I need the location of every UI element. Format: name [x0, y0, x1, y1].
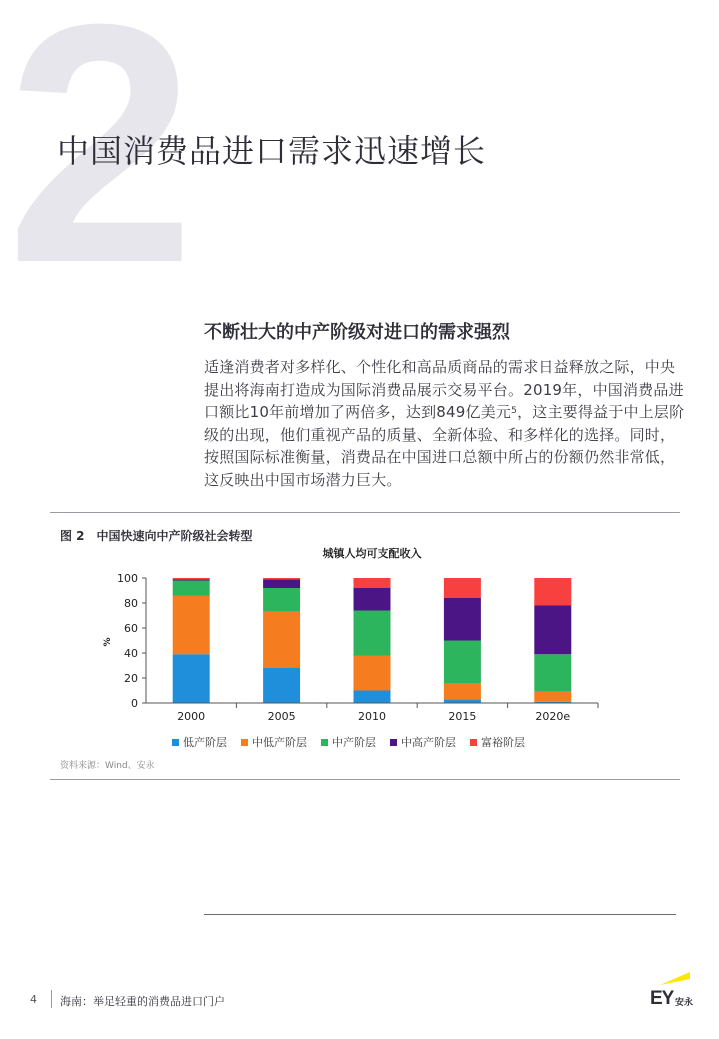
legend-label: 中高产阶层 [401, 736, 456, 749]
section-number-watermark: 2 [6, 0, 186, 334]
figure-bottom-divider [50, 779, 680, 780]
chart-title: 城镇人均可支配收入 [322, 547, 422, 560]
legend-swatch [241, 739, 248, 746]
bar-segment [534, 654, 571, 692]
legend-label: 中低产阶层 [252, 736, 307, 749]
bar-segment [354, 611, 391, 656]
bar-segment [444, 683, 481, 699]
bar-segment [263, 588, 300, 612]
bar-segment [444, 641, 481, 684]
bar-segment [534, 692, 571, 702]
legend-item [172, 734, 227, 750]
bar-segment [173, 581, 210, 596]
ey-beam-icon [646, 968, 696, 988]
bar-segment [444, 598, 481, 641]
bar-segment [263, 612, 300, 668]
logo-ey-text: EY [650, 988, 674, 1009]
figure-source: 资料来源：Wind、安永 [60, 761, 155, 771]
bar-segment [534, 578, 571, 606]
footer-doc-title: 海南：举足轻重的消费品进口门户 [60, 995, 225, 1008]
bar-segment [173, 596, 210, 655]
ey-logo [646, 968, 696, 1008]
legend-swatch [470, 739, 477, 746]
section-title: 中国消费品进口需求迅速增长 [57, 132, 487, 170]
legend-swatch [390, 739, 397, 746]
legend-item [241, 734, 307, 750]
x-tick-label: 2020e [535, 710, 571, 723]
body-text-part-1: 适逢消费者对多样化、个性化和高品质商品的需求日益释放之际，中央提出将海南打造成为国际消费品展示交易平台。2019年，中国消费品进口额比10年前增加了两倍多，达到849亿美元 [204, 358, 684, 422]
bar-segment [354, 578, 391, 588]
bar-segment [263, 668, 300, 703]
legend-item [321, 734, 376, 750]
bar-segment [354, 588, 391, 611]
page-number: 4 [30, 993, 37, 1006]
footnote-ref[interactable]: 5 [511, 406, 518, 417]
y-axis-label: % [103, 637, 113, 647]
legend-item [390, 734, 456, 750]
y-tick-label: 0 [131, 697, 138, 710]
bar-segment [354, 656, 391, 691]
y-tick-label: 40 [124, 647, 138, 660]
bar-segment [263, 579, 300, 588]
body-paragraph [204, 356, 688, 492]
bar-segment [444, 699, 481, 703]
chart-legend [172, 734, 525, 750]
logo-cn-text: 安永 [675, 998, 694, 1008]
y-tick-label: 80 [124, 597, 138, 610]
x-tick-label: 2000 [177, 710, 206, 723]
y-tick-label: 20 [124, 672, 138, 685]
y-tick-label: 60 [124, 622, 138, 635]
legend-label: 中产阶层 [332, 736, 376, 749]
legend-swatch [172, 739, 179, 746]
x-tick-label: 2015 [448, 710, 477, 723]
stacked-bar-chart [0, 540, 719, 732]
legend-label: 低产阶层 [183, 736, 227, 749]
bar-segment [444, 578, 481, 598]
bar-segment [263, 578, 300, 579]
figure-top-divider [50, 512, 680, 513]
legend-item [470, 734, 525, 750]
legend-label: 富裕阶层 [481, 736, 525, 749]
bar-segment [173, 578, 210, 579]
bar-segment [354, 691, 391, 704]
bar-segment [173, 579, 210, 580]
x-tick-label: 2005 [267, 710, 296, 723]
y-tick-label: 100 [117, 572, 138, 585]
x-tick-label: 2010 [358, 710, 386, 723]
bar-segment [534, 606, 571, 655]
body-text-part-2: ，这主要得益于中上层阶级的出现，他们重视产品的质量、全新体验、和多样化的选择。同时，按照国际标准衡量，消费品在中国进口总额中所占的份额仍然非常低，这反映出中国市场潜力巨大。 [204, 403, 685, 489]
footer-separator [51, 990, 52, 1008]
figure-label: 图 2 中国快速向中产阶级社会转型 [60, 529, 253, 543]
legend-swatch [321, 739, 328, 746]
section-end-divider [204, 914, 676, 915]
subsection-title: 不断壮大的中产阶级对进口的需求强烈 [204, 322, 510, 343]
bar-segment [173, 654, 210, 703]
